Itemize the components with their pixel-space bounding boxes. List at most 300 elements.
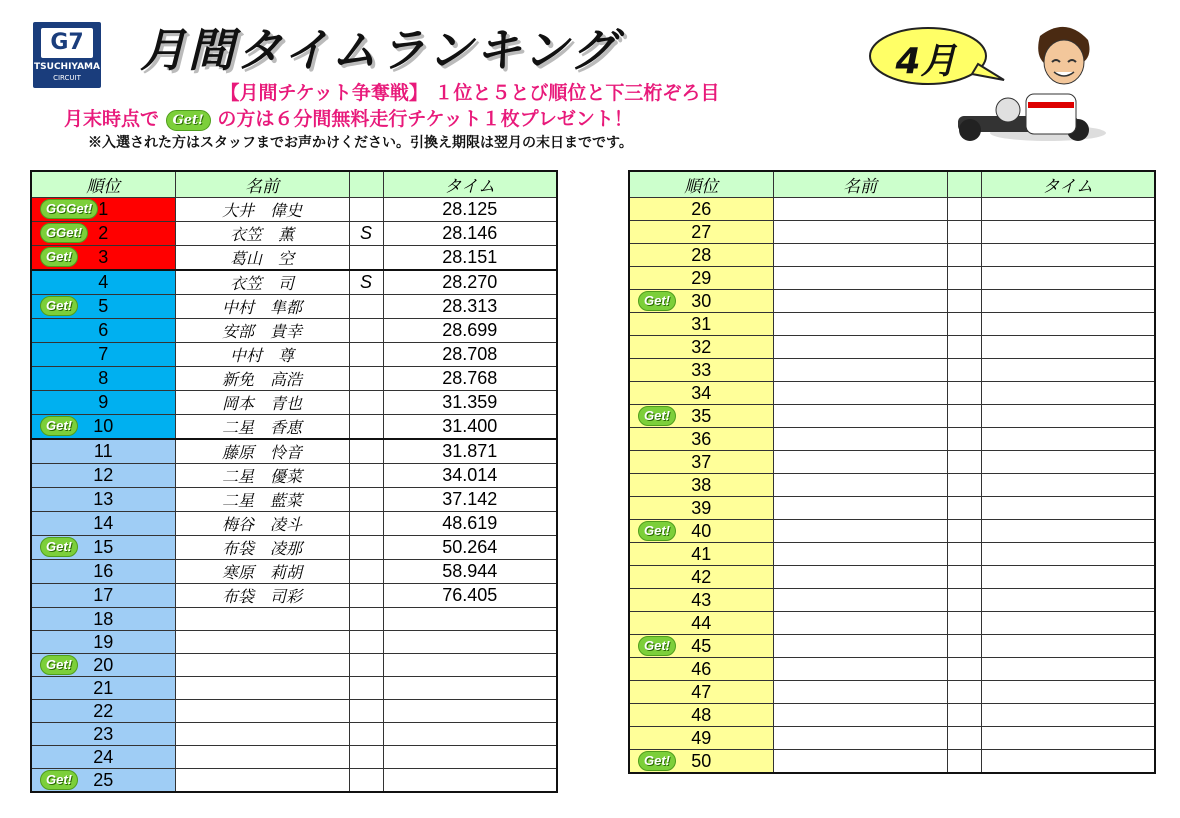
rank-position <box>31 560 175 584</box>
driver-class <box>947 589 981 612</box>
lap-time <box>383 769 557 793</box>
table-row <box>31 319 557 343</box>
table-row <box>31 391 557 415</box>
table-row <box>31 536 557 560</box>
driver-class <box>349 769 383 793</box>
driver-class <box>947 198 981 221</box>
lap-time: 31.359 <box>383 391 557 415</box>
driver-name <box>773 244 947 267</box>
table-row <box>31 723 557 746</box>
lap-time <box>981 635 1155 658</box>
driver-class <box>349 439 383 464</box>
driver-name <box>773 589 947 612</box>
rank-number: 13 <box>93 489 114 509</box>
lap-time <box>981 244 1155 267</box>
rank-position <box>31 391 175 415</box>
driver-class <box>947 704 981 727</box>
lap-time: 50.264 <box>383 536 557 560</box>
rank-position <box>629 451 773 474</box>
lap-time <box>981 290 1155 313</box>
lap-time <box>383 723 557 746</box>
rank-number: 14 <box>93 513 114 533</box>
driver-name <box>773 267 947 290</box>
lap-time: 28.146 <box>383 222 557 246</box>
rank-number: 33 <box>691 359 712 380</box>
table-row <box>31 295 557 319</box>
get-badge-icon: Get! <box>638 751 676 771</box>
lap-time <box>981 543 1155 566</box>
driver-class <box>349 608 383 631</box>
lap-time <box>981 750 1155 774</box>
table-row <box>629 428 1155 451</box>
campaign-title: 【月間チケット争奪戦】 １位と５とび順位と下三桁ぞろ目 <box>220 82 720 104</box>
rank-number: 31 <box>691 313 712 334</box>
table-row <box>629 221 1155 244</box>
driver-class <box>349 415 383 440</box>
rank-position <box>31 723 175 746</box>
rank-position <box>629 635 773 658</box>
campaign-rule-b: の方は６分間無料走行チケット１枚プレゼント！ <box>217 108 633 130</box>
rank-position <box>31 584 175 608</box>
rank-position <box>629 244 773 267</box>
table-row <box>31 222 557 246</box>
get-badge-icon: Get! <box>40 770 78 790</box>
lap-time <box>981 612 1155 635</box>
table-row <box>629 451 1155 474</box>
rank-position <box>31 198 175 222</box>
lap-time <box>981 589 1155 612</box>
lap-time <box>981 405 1155 428</box>
driver-class <box>349 536 383 560</box>
rank-position <box>629 543 773 566</box>
rank-position <box>629 612 773 635</box>
driver-class <box>349 391 383 415</box>
table-row <box>629 612 1155 635</box>
driver-class <box>947 497 981 520</box>
driver-name: 衣笠 薫 <box>175 222 349 246</box>
rank-position <box>629 313 773 336</box>
lap-time: 31.400 <box>383 415 557 440</box>
lap-time <box>981 428 1155 451</box>
rank-number: 42 <box>691 566 712 587</box>
lap-time: 28.708 <box>383 343 557 367</box>
table-row <box>629 704 1155 727</box>
rank-number: 50 <box>691 750 712 771</box>
lap-time <box>981 566 1155 589</box>
driver-name: 寒原 莉胡 <box>175 560 349 584</box>
table-row <box>31 439 557 464</box>
rank-number: 48 <box>691 704 712 725</box>
table-row <box>629 497 1155 520</box>
rank-position <box>31 343 175 367</box>
driver-class <box>947 244 981 267</box>
rank-number: 8 <box>98 368 109 388</box>
lap-time <box>383 608 557 631</box>
table-row <box>629 635 1155 658</box>
rank-number: 25 <box>93 769 114 790</box>
rank-number: 22 <box>93 700 114 721</box>
lap-time <box>981 520 1155 543</box>
header-position: 順位 <box>31 171 175 198</box>
rank-number: 41 <box>691 543 712 564</box>
lap-time <box>383 654 557 677</box>
rank-number: 6 <box>98 320 109 340</box>
table-row <box>629 313 1155 336</box>
table-row <box>31 746 557 769</box>
driver-name: 中村 尊 <box>175 343 349 367</box>
driver-class <box>349 246 383 271</box>
get-badge-icon: Get! <box>638 291 676 311</box>
driver-class <box>947 750 981 774</box>
driver-class <box>349 295 383 319</box>
rank-position <box>629 290 773 313</box>
header-class <box>947 171 981 198</box>
driver-class <box>947 474 981 497</box>
lap-time: 28.768 <box>383 367 557 391</box>
driver-name: 布袋 凌那 <box>175 536 349 560</box>
table-row <box>31 512 557 536</box>
lap-time: 58.944 <box>383 560 557 584</box>
driver-class <box>947 290 981 313</box>
header-class <box>349 171 383 198</box>
driver-name <box>175 677 349 700</box>
driver-name <box>773 382 947 405</box>
rank-number: 4 <box>98 272 109 292</box>
driver-class <box>947 612 981 635</box>
rank-position <box>629 359 773 382</box>
rank-position <box>629 589 773 612</box>
driver-name: 中村 隼都 <box>175 295 349 319</box>
table-row <box>31 769 557 793</box>
driver-name <box>773 405 947 428</box>
table-row <box>629 474 1155 497</box>
rank-position <box>629 474 773 497</box>
driver-name <box>773 635 947 658</box>
campaign-rule <box>64 104 944 131</box>
driver-class <box>349 631 383 654</box>
rank-number: 38 <box>691 474 712 495</box>
rank-position <box>31 464 175 488</box>
logo-sub: CIRCUIT <box>53 74 81 82</box>
get-badge-icon: Get! <box>638 406 676 426</box>
rank-position <box>31 319 175 343</box>
ranking-table-right <box>628 170 1156 774</box>
get-badge-icon: Get! <box>638 636 676 656</box>
table-row <box>31 677 557 700</box>
driver-name <box>773 428 947 451</box>
driver-name <box>175 746 349 769</box>
driver-class: S <box>349 222 383 246</box>
get-badge-icon: Get! <box>638 521 676 541</box>
rank-position <box>31 512 175 536</box>
table-row <box>31 560 557 584</box>
lap-time <box>383 677 557 700</box>
driver-name <box>773 520 947 543</box>
lap-time: 76.405 <box>383 584 557 608</box>
driver-class <box>947 221 981 244</box>
rank-number: 44 <box>691 612 712 633</box>
driver-name: 衣笠 司 <box>175 270 349 295</box>
driver-class <box>349 464 383 488</box>
driver-class <box>349 677 383 700</box>
driver-name <box>773 474 947 497</box>
rank-position <box>31 700 175 723</box>
driver-name <box>773 658 947 681</box>
rank-number: 20 <box>93 654 114 675</box>
driver-class <box>947 681 981 704</box>
driver-class <box>947 520 981 543</box>
table-row <box>629 566 1155 589</box>
lap-time: 31.871 <box>383 439 557 464</box>
driver-name: 布袋 司彩 <box>175 584 349 608</box>
table-row <box>31 343 557 367</box>
rank-number: 32 <box>691 336 712 357</box>
driver-name <box>175 769 349 793</box>
get-badge-icon: Get! <box>40 416 78 436</box>
rank-number: 21 <box>93 677 114 698</box>
header-time: タイム <box>383 171 557 198</box>
rank-number: 49 <box>691 727 712 748</box>
driver-name: 二星 優菜 <box>175 464 349 488</box>
rank-number: 30 <box>691 290 712 311</box>
driver-name: 二星 香恵 <box>175 415 349 440</box>
rank-number: 46 <box>691 658 712 679</box>
lap-time <box>981 727 1155 750</box>
driver-class <box>947 313 981 336</box>
lap-time <box>383 700 557 723</box>
rank-position <box>31 631 175 654</box>
lap-time <box>981 313 1155 336</box>
driver-class <box>349 560 383 584</box>
campaign-note: ※入選された方はスタッフまでお声かけください。引換え期限は翌月の末日までです。 <box>88 135 633 151</box>
rank-position <box>31 654 175 677</box>
rank-position <box>31 367 175 391</box>
rank-position <box>629 382 773 405</box>
driver-name <box>773 704 947 727</box>
rank-number: 40 <box>691 520 712 541</box>
get-badge-icon: GGet! <box>40 223 88 243</box>
table-row <box>31 584 557 608</box>
table-row <box>31 415 557 440</box>
rank-position <box>629 520 773 543</box>
table-row <box>629 520 1155 543</box>
rank-position <box>31 488 175 512</box>
driver-class <box>349 367 383 391</box>
driver-name: 藤原 怜音 <box>175 439 349 464</box>
rank-position <box>629 750 773 774</box>
driver-name <box>773 359 947 382</box>
driver-name: 安部 貴幸 <box>175 319 349 343</box>
rank-number: 34 <box>691 382 712 403</box>
driver-name <box>773 750 947 774</box>
driver-class <box>947 635 981 658</box>
driver-name <box>773 681 947 704</box>
driver-name <box>773 543 947 566</box>
table-row <box>629 382 1155 405</box>
get-badge-icon: Get! <box>40 655 78 675</box>
lap-time <box>981 681 1155 704</box>
driver-class <box>947 658 981 681</box>
table-row <box>31 464 557 488</box>
ranking-table-left <box>30 170 558 793</box>
driver-class <box>349 654 383 677</box>
rank-position <box>31 270 175 295</box>
table-row <box>31 700 557 723</box>
rank-number: 10 <box>93 416 114 436</box>
table-row <box>629 290 1155 313</box>
rank-number: 12 <box>93 465 114 485</box>
table-row <box>629 681 1155 704</box>
driver-name: 新免 高浩 <box>175 367 349 391</box>
driver-class <box>947 405 981 428</box>
rank-position <box>629 681 773 704</box>
rank-position <box>629 336 773 359</box>
rank-position <box>629 198 773 221</box>
driver-name <box>773 451 947 474</box>
driver-name: 葛山 空 <box>175 246 349 271</box>
table-row <box>629 267 1155 290</box>
rank-position <box>629 267 773 290</box>
logo-mark: G7 <box>41 28 93 58</box>
rank-number: 28 <box>691 244 712 265</box>
rank-number: 29 <box>691 267 712 288</box>
logo-name: TSUCHIYAMA <box>34 62 100 72</box>
lap-time: 28.270 <box>383 270 557 295</box>
driver-name <box>773 497 947 520</box>
rank-number: 23 <box>93 723 114 744</box>
rank-number: 27 <box>691 221 712 242</box>
get-badge-icon: Get! <box>166 110 211 131</box>
lap-time <box>981 221 1155 244</box>
driver-name <box>175 723 349 746</box>
rank-number: 7 <box>98 344 109 364</box>
rank-position <box>629 566 773 589</box>
table-row <box>629 727 1155 750</box>
rank-number: 5 <box>98 296 109 316</box>
rank-number: 18 <box>93 608 114 629</box>
rank-number: 1 <box>98 199 109 219</box>
rank-number: 19 <box>93 631 114 652</box>
driver-class <box>947 382 981 405</box>
table-row <box>31 608 557 631</box>
driver-class <box>947 428 981 451</box>
driver-class <box>349 198 383 222</box>
lap-time: 34.014 <box>383 464 557 488</box>
lap-time: 28.699 <box>383 319 557 343</box>
driver-name <box>773 612 947 635</box>
rank-number: 11 <box>93 441 113 461</box>
rank-position <box>629 704 773 727</box>
driver-class <box>947 566 981 589</box>
lap-time <box>981 267 1155 290</box>
rank-position <box>31 295 175 319</box>
table-row <box>31 198 557 222</box>
table-row <box>629 244 1155 267</box>
driver-class <box>349 488 383 512</box>
lap-time: 48.619 <box>383 512 557 536</box>
get-badge-icon: GGGet! <box>40 199 98 219</box>
driver-class <box>947 267 981 290</box>
table-row <box>31 270 557 295</box>
rank-number: 24 <box>93 746 114 767</box>
lap-time <box>981 198 1155 221</box>
driver-name <box>773 727 947 750</box>
rank-number: 26 <box>691 198 712 219</box>
rank-number: 2 <box>98 223 109 243</box>
driver-class <box>947 359 981 382</box>
rank-position <box>629 405 773 428</box>
table-row <box>31 488 557 512</box>
rank-number: 9 <box>98 392 109 412</box>
driver-name <box>175 654 349 677</box>
rank-number: 39 <box>691 497 712 518</box>
table-row <box>629 750 1155 774</box>
driver-name <box>773 313 947 336</box>
rank-position <box>629 497 773 520</box>
driver-class <box>947 336 981 359</box>
driver-name: 岡本 青也 <box>175 391 349 415</box>
rank-position <box>629 428 773 451</box>
driver-class: S <box>349 270 383 295</box>
driver-name <box>773 290 947 313</box>
lap-time <box>981 451 1155 474</box>
driver-name: 二星 藍菜 <box>175 488 349 512</box>
table-row <box>629 658 1155 681</box>
rank-position <box>31 677 175 700</box>
rank-number: 43 <box>691 589 712 610</box>
rank-position <box>31 439 175 464</box>
header-name: 名前 <box>175 171 349 198</box>
rank-number: 36 <box>691 428 712 449</box>
rank-position <box>31 536 175 560</box>
rank-position <box>629 658 773 681</box>
table-row <box>629 359 1155 382</box>
rank-number: 15 <box>93 537 114 557</box>
lap-time: 28.151 <box>383 246 557 271</box>
driver-class <box>349 512 383 536</box>
lap-time <box>383 631 557 654</box>
rank-position <box>31 246 175 271</box>
rank-position <box>629 221 773 244</box>
driver-name <box>773 566 947 589</box>
lap-time <box>981 474 1155 497</box>
driver-name <box>175 631 349 654</box>
lap-time <box>981 359 1155 382</box>
rank-position <box>31 769 175 793</box>
rank-number: 47 <box>691 681 712 702</box>
driver-name <box>175 700 349 723</box>
rank-number: 35 <box>691 405 712 426</box>
rank-number: 37 <box>691 451 712 472</box>
driver-class <box>349 723 383 746</box>
driver-class <box>947 451 981 474</box>
driver-name: 大井 偉史 <box>175 198 349 222</box>
table-row <box>31 631 557 654</box>
table-row <box>629 198 1155 221</box>
driver-name <box>773 221 947 244</box>
driver-class <box>349 319 383 343</box>
header-time: タイム <box>981 171 1155 198</box>
driver-class <box>349 700 383 723</box>
rank-position <box>31 415 175 440</box>
get-badge-icon: Get! <box>40 537 78 557</box>
month-label: 4月 <box>895 41 957 82</box>
rank-number: 16 <box>93 561 114 581</box>
lap-time: 37.142 <box>383 488 557 512</box>
get-badge-icon: Get! <box>40 296 78 316</box>
driver-class <box>349 584 383 608</box>
driver-class <box>349 746 383 769</box>
